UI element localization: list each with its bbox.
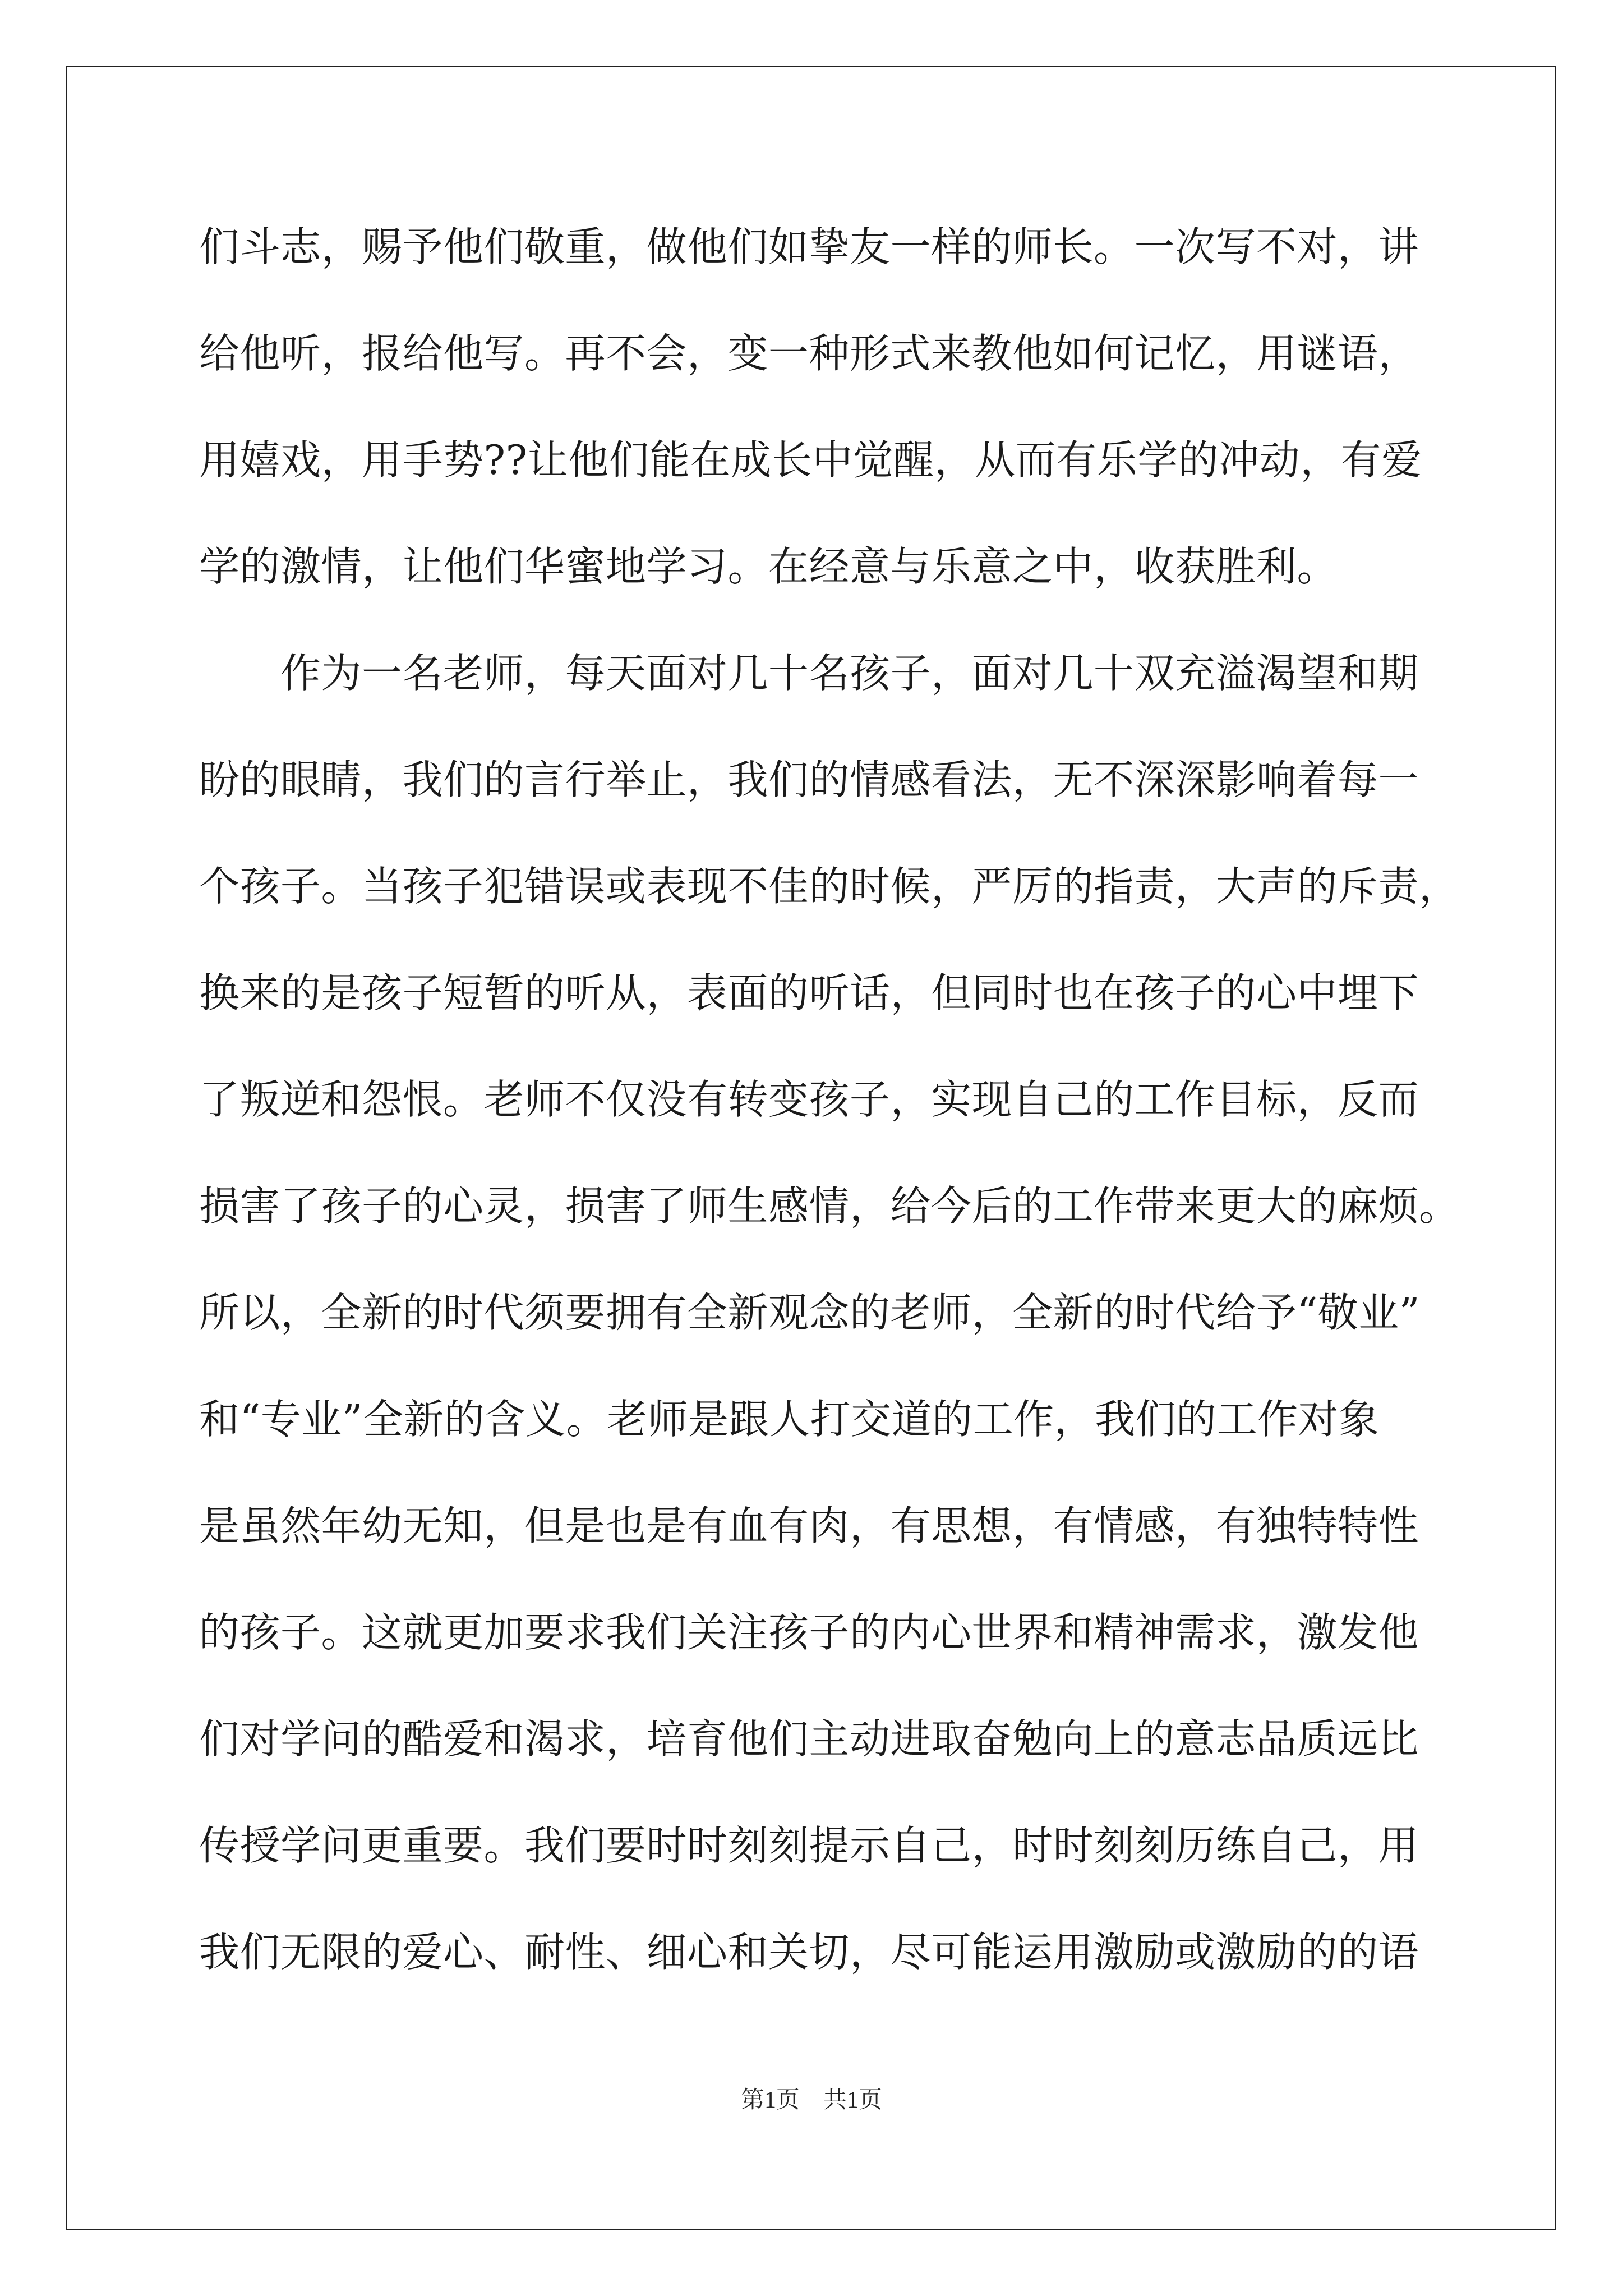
- text-line: 们斗志，赐予他们敬重，做他们如挚友一样的师长。一次写不对，讲: [199, 223, 1419, 270]
- text-line: 的孩子。这就更加要求我们关注孩子的内心世界和精神需求，激发他: [199, 1609, 1419, 1656]
- text-line: 损害了孩子的心灵，损害了师生感情，给今后的工作带来更大的麻烦。: [199, 1182, 1460, 1230]
- text-line: 盼的眼睛，我们的言行举止，我们的情感看法，无不深深影响着每一: [199, 756, 1419, 803]
- page-footer: 第1页 共1页: [740, 2087, 882, 2113]
- page-border: [66, 66, 1556, 2230]
- text-line: 们对学问的酷爱和渴求，培育他们主动进取奋勉向上的意志品质远比: [199, 1715, 1419, 1763]
- text-line: 换来的是孩子短暂的听从，表面的听话，但同时也在孩子的心中埋下: [199, 969, 1419, 1016]
- text-line: 学的激情，让他们华蜜地学习。在经意与乐意之中，收获胜利。: [199, 543, 1338, 590]
- text-line: 所以，全新的时代须要拥有全新观念的老师，全新的时代给予“敬业”: [199, 1289, 1421, 1336]
- text-line: 给他听，报给他写。再不会，变一种形式来教他如何记忆，用谜语，: [199, 330, 1419, 377]
- text-line: 和“专业”全新的含义。老师是跟人打交道的工作，我们的工作对象: [199, 1396, 1380, 1443]
- text-line: 是虽然年幼无知，但是也是有血有肉，有思想，有情感，有独特特性: [199, 1502, 1419, 1549]
- text-line: 个孩子。当孩子犯错误或表现不佳的时候，严厉的指责，大声的斥责，: [199, 863, 1460, 910]
- text-line: 传授学问更重要。我们要时时刻刻提示自己，时时刻刻历练自己，用: [199, 1822, 1419, 1869]
- text-line: 了叛逆和怨恨。老师不仅没有转变孩子，实现自己的工作目标，反而: [199, 1076, 1419, 1123]
- text-line: 用嬉戏，用手势??让他们能在成长中觉醒，从而有乐学的冲动，有爱: [199, 436, 1422, 484]
- text-line: 作为一名老师，每天面对几十名孩子，面对几十双充溢渴望和期: [199, 650, 1419, 697]
- text-line: 我们无限的爱心、耐性、细心和关切，尽可能运用激励或激励的的语: [199, 1929, 1419, 1976]
